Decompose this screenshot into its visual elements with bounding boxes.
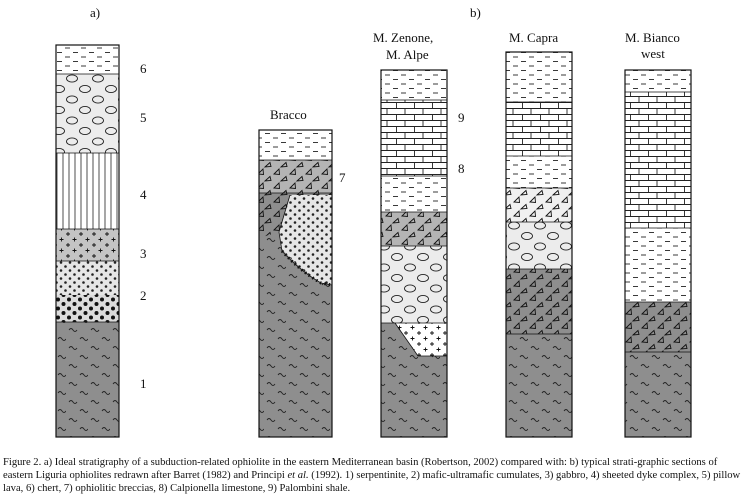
layer-breccia — [259, 160, 332, 193]
unit-number-7: 7 — [339, 170, 346, 185]
unit-number-8: 8 — [458, 161, 465, 176]
layer-breccia — [381, 212, 447, 246]
section-title-bianco-line2: west — [641, 46, 665, 61]
section-title-bracco: Bracco — [270, 107, 307, 122]
layer-palombini-shale — [506, 52, 572, 102]
caption-part1: Figure 2. a) Ideal stratigraphy of a subduction-related ophiolite in the eastern Mediterranean basin (Robertson, 2002) compared with: b) typical strati-graphic sections of eastern Liguria ophiolites redrawn after Barret (1982) and Principi — [3, 457, 718, 481]
layer-pillow-lava — [506, 222, 572, 269]
column-bracco — [259, 130, 332, 437]
panel-label-b: b) — [470, 5, 481, 20]
unit-number-2: 2 — [140, 288, 147, 303]
layer-chert — [381, 176, 447, 212]
layer-palombini-shale — [381, 70, 447, 100]
caption-etal: et al. — [287, 470, 309, 481]
figure-caption — [3, 456, 743, 495]
panel-label-a: a) — [90, 5, 101, 20]
layer-calpionella-limestone — [625, 92, 691, 228]
layer-chert — [506, 156, 572, 188]
layer-chert — [625, 228, 691, 302]
caption-part2: (1992). 1) serpentinite, 2) mafic-ultramafic cumulates, 3) gabbro, 4) sheeted dyke complex, 5) pillow lava, 6) chert, 7) ophiolitic breccias, 8) Calpionella limestone, 9) Palombini shale. — [3, 470, 741, 494]
layer-chert — [56, 45, 119, 74]
layer-palombini-shale — [625, 70, 691, 92]
unit-number-1: 1 — [140, 376, 147, 391]
layer-breccia — [506, 188, 572, 222]
column-ideal — [56, 45, 119, 437]
unit-number-9: 9 — [458, 110, 465, 125]
unit-number-5: 5 — [140, 110, 147, 125]
layer-pillow-lava — [381, 246, 447, 323]
layer-calpionella-limestone — [506, 102, 572, 156]
layer-pillow-lava — [56, 74, 119, 153]
layer-breccia-dark — [625, 302, 691, 352]
unit-number-4: 4 — [140, 187, 147, 202]
column-zenone — [381, 70, 447, 437]
layer-chert — [259, 130, 332, 160]
column-capra — [506, 52, 572, 437]
layer-sheeted-dykes — [56, 153, 119, 229]
section-title-zenone-line2: M. Alpe — [386, 47, 429, 62]
column-bianco — [625, 70, 691, 437]
section-title-zenone-line1: M. Zenone, — [373, 30, 434, 45]
unit-number-3: 3 — [140, 246, 147, 261]
layer-serpentinite — [56, 322, 119, 437]
layer-gabbro — [56, 229, 119, 261]
layer-breccia-dark — [506, 269, 572, 334]
layer-calpionella-limestone — [381, 100, 447, 176]
unit-number-6: 6 — [140, 61, 147, 76]
section-title-bianco-line1: M. Bianco — [625, 30, 680, 45]
section-title-capra: M. Capra — [509, 30, 559, 45]
